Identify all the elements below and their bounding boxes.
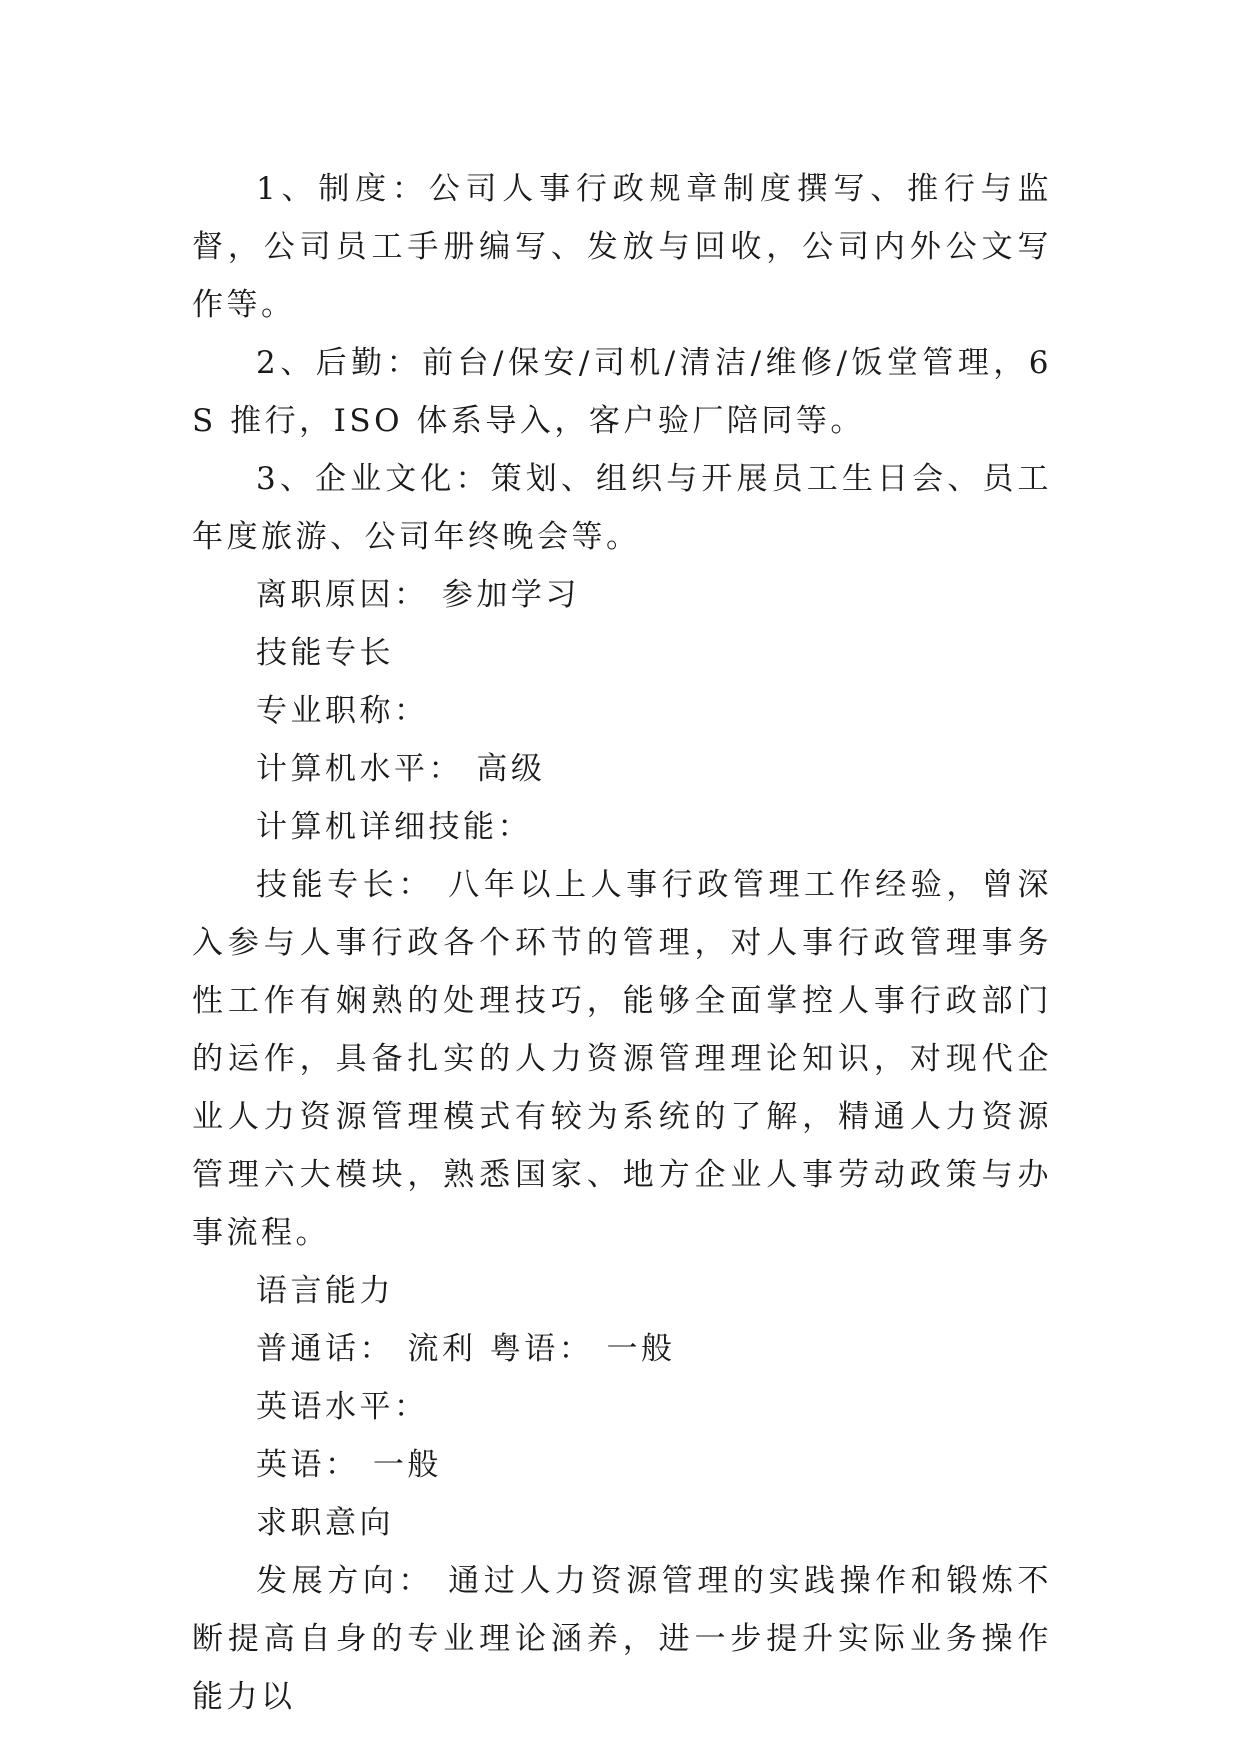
computer-level: 计算机水平： 高级 — [256, 751, 546, 787]
paragraph-culture: 3、企业文化：策划、组织与开展员工生日会、员工年度旅游、公司年终晚会等。 — [192, 461, 1052, 555]
paragraph-system: 1、制度：公司人事行政规章制度撰写、推行与监督，公司员工手册编写、发放与回收，公司内外公文写作等。 — [192, 171, 1052, 323]
section-heading-language: 语言能力 — [256, 1273, 394, 1309]
language-mandarin-cantonese: 普通话： 流利 粤语： 一般 — [256, 1331, 676, 1367]
section-heading-job-intention: 求职意向 — [256, 1505, 394, 1541]
english-level: 英语： 一般 — [256, 1447, 442, 1483]
document-page — [192, 160, 1052, 1726]
english-level-label: 英语水平： — [256, 1389, 429, 1425]
computer-skills: 计算机详细技能： — [256, 809, 532, 845]
leave-reason: 离职原因： 参加学习 — [256, 577, 580, 613]
paragraph-logistics: 2、后勤：前台/保安/司机/清洁/维修/饭堂管理，6S 推行，ISO 体系导入，客户验厂陪同等。 — [192, 345, 1052, 439]
skills-description: 技能专长： 八年以上人事行政管理工作经验，曾深入参与人事行政各个环节的管理，对人事行政管理事务性工作有娴熟的处理技巧，能够全面掌控人事行政部门的运作，具备扎实的人力资源管理理论知识，对现代企业人力资源管理模式有较为系统的了解，精通人力资源管理六大模块，熟悉国家、地方企业人事劳动政策与办事流程。 — [192, 867, 1052, 1251]
section-heading-skills: 技能专长 — [256, 635, 394, 671]
development-direction: 发展方向： 通过人力资源管理的实践操作和锻炼不断提高自身的专业理论涵养，进一步提升实际业务操作能力以 — [192, 1563, 1052, 1715]
professional-title: 专业职称： — [256, 693, 429, 729]
